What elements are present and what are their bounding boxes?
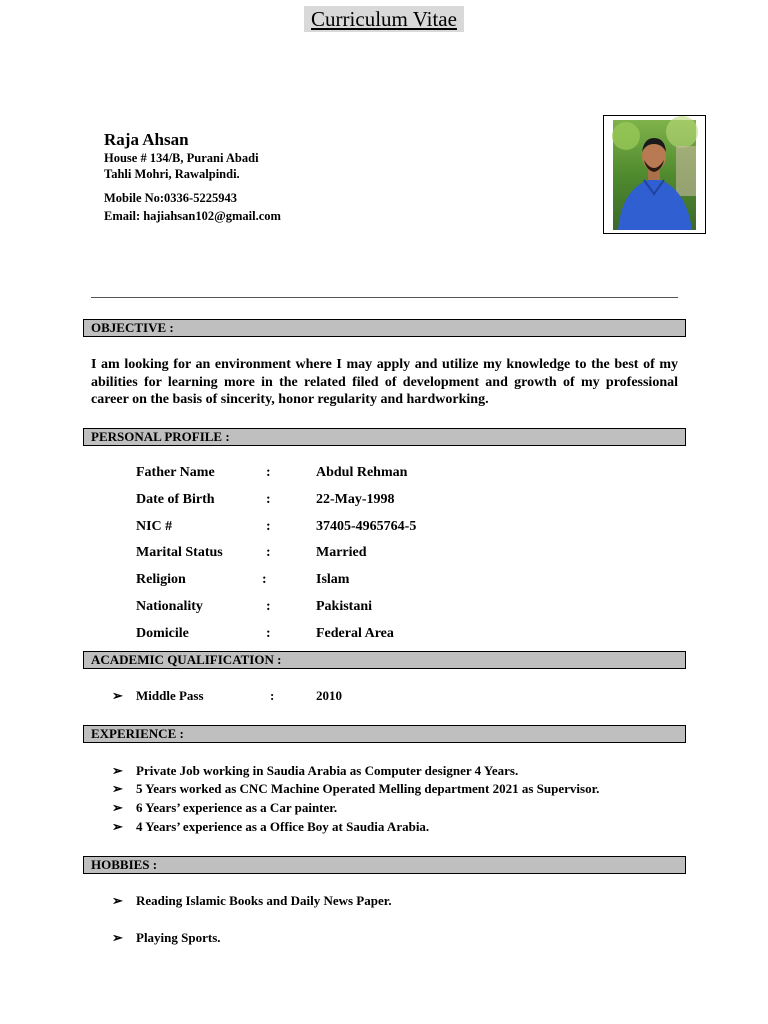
experience-text: 6 Years’ experience as a Car painter. bbox=[136, 800, 338, 815]
experience-item bbox=[112, 819, 672, 837]
academic-item bbox=[112, 688, 512, 706]
profile-separator: : bbox=[266, 492, 271, 507]
hobby-text: Reading Islamic Books and Daily News Paper. bbox=[136, 893, 392, 908]
arrow-bullet-icon: ➢ bbox=[112, 930, 123, 945]
email-address: Email: hajiahsan102@gmail.com bbox=[104, 209, 281, 223]
academic-value: 2010 bbox=[316, 688, 342, 703]
profile-value: Pakistani bbox=[316, 599, 373, 614]
profile-label: NIC # bbox=[136, 519, 173, 534]
profile-value: Married bbox=[316, 545, 367, 560]
profile-photo bbox=[603, 115, 706, 234]
profile-row bbox=[136, 626, 536, 646]
section-title: PERSONAL PROFILE : bbox=[91, 429, 230, 444]
profile-separator: : bbox=[266, 599, 271, 614]
profile-separator: : bbox=[262, 572, 267, 587]
profile-label: Date of Birth bbox=[136, 492, 215, 507]
address-line-1: House # 134/B, Purani Abadi bbox=[104, 151, 259, 165]
academic-separator: : bbox=[270, 688, 275, 703]
profile-label: Marital Status bbox=[136, 545, 223, 560]
experience-text: 4 Years’ experience as a Office Boy at Saudia Arabia. bbox=[136, 819, 430, 834]
candidate-name: Raja Ahsan bbox=[104, 130, 189, 149]
section-header-experience bbox=[83, 725, 686, 743]
profile-row bbox=[136, 599, 536, 619]
person-photo-icon bbox=[604, 116, 705, 233]
section-title: OBJECTIVE : bbox=[91, 320, 174, 335]
arrow-bullet-icon: ➢ bbox=[112, 763, 123, 778]
header-divider bbox=[91, 297, 678, 298]
profile-value: Abdul Rehman bbox=[316, 465, 408, 480]
experience-item bbox=[112, 800, 672, 818]
profile-row bbox=[136, 465, 536, 485]
section-header-academic bbox=[83, 651, 686, 669]
section-header-personal-profile bbox=[83, 428, 686, 446]
hobby-item bbox=[112, 930, 672, 948]
profile-label: Nationality bbox=[136, 599, 203, 614]
profile-row bbox=[136, 492, 536, 512]
profile-label: Religion bbox=[136, 572, 186, 587]
section-header-objective bbox=[83, 319, 686, 337]
section-header-hobbies bbox=[83, 856, 686, 874]
profile-label: Father Name bbox=[136, 465, 215, 480]
profile-row bbox=[136, 519, 536, 539]
section-title: ACADEMIC QUALIFICATION : bbox=[91, 652, 282, 667]
profile-value: Federal Area bbox=[316, 626, 394, 641]
arrow-bullet-icon: ➢ bbox=[112, 800, 123, 815]
hobby-text: Playing Sports. bbox=[136, 930, 221, 945]
arrow-bullet-icon: ➢ bbox=[112, 819, 123, 834]
arrow-bullet-icon: ➢ bbox=[112, 781, 123, 796]
address-line-2: Tahli Mohri, Rawalpindi. bbox=[104, 167, 240, 181]
arrow-bullet-icon: ➢ bbox=[112, 893, 123, 908]
experience-text: 5 Years worked as CNC Machine Operated Melling department 2021 as Supervisor. bbox=[136, 781, 600, 796]
hobby-item bbox=[112, 893, 672, 911]
profile-row bbox=[136, 545, 536, 565]
document-title: Curriculum Vitae bbox=[304, 6, 464, 32]
profile-separator: : bbox=[266, 519, 271, 534]
profile-separator: : bbox=[266, 545, 271, 560]
objective-text: I am looking for an environment where I may apply and utilize my knowledge to the best of my abilities for learning more in the related filed of development and growth of my professional career on the basis of sincerity, honor regularity and hardworking. bbox=[91, 357, 678, 407]
arrow-bullet-icon: ➢ bbox=[112, 688, 123, 703]
experience-text: Private Job working in Saudia Arabia as Computer designer 4 Years. bbox=[136, 763, 519, 778]
section-title: HOBBIES : bbox=[91, 857, 158, 872]
profile-label: Domicile bbox=[136, 626, 189, 641]
profile-value: 22-May-1998 bbox=[316, 492, 395, 507]
profile-row bbox=[136, 572, 536, 592]
profile-value: 37405-4965764-5 bbox=[316, 519, 417, 534]
experience-item bbox=[112, 763, 672, 781]
experience-item bbox=[112, 781, 672, 799]
profile-separator: : bbox=[266, 626, 271, 641]
academic-label: Middle Pass bbox=[136, 688, 204, 703]
profile-separator: : bbox=[266, 465, 271, 480]
profile-value: Islam bbox=[316, 572, 350, 587]
mobile-number: Mobile No:0336-5225943 bbox=[104, 191, 237, 205]
section-title: EXPERIENCE : bbox=[91, 726, 184, 741]
